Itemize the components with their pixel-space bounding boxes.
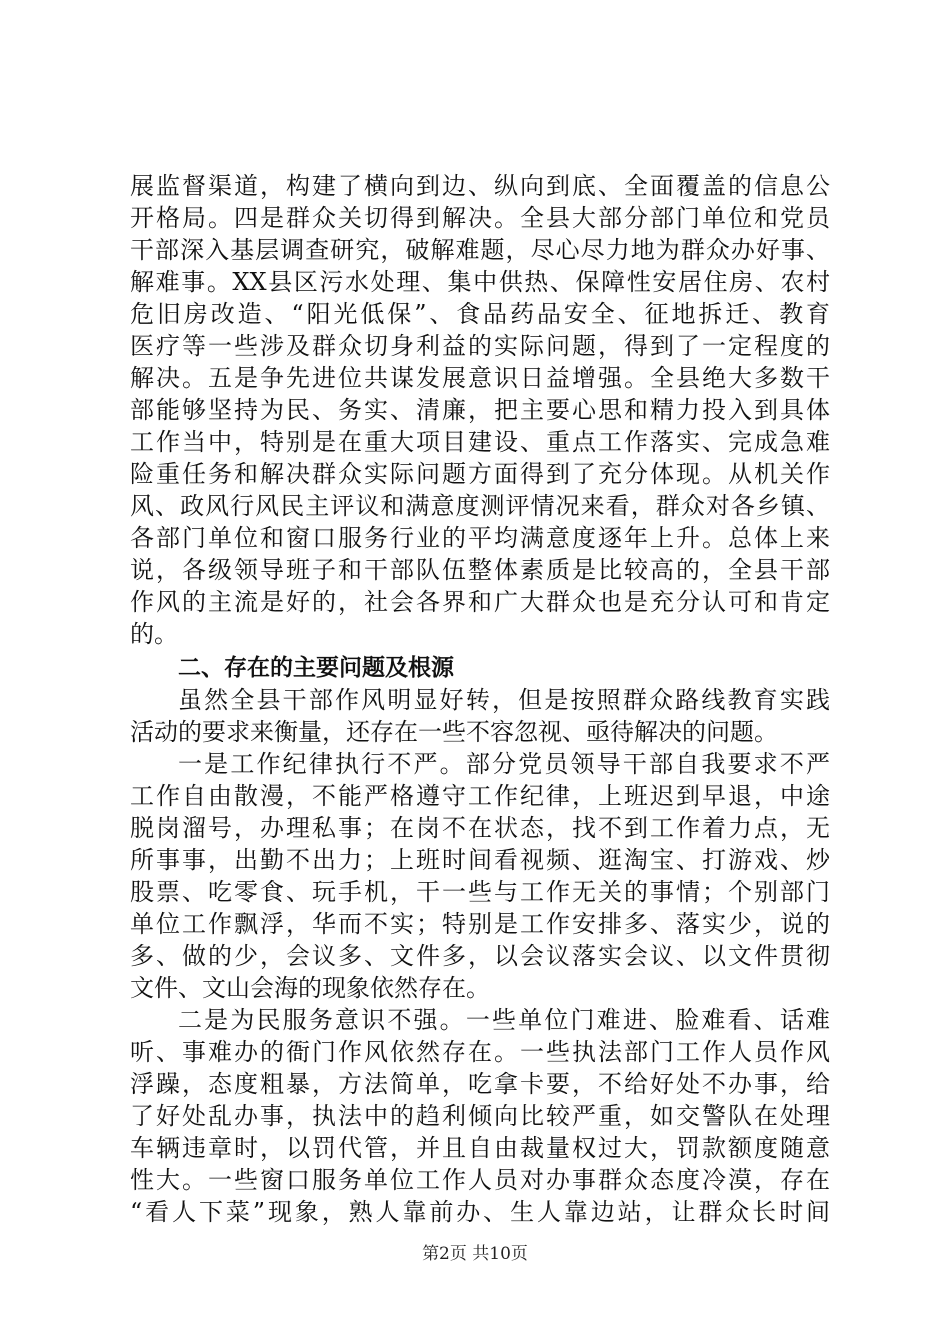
page-number-footer: 第2页 共10页: [422, 1244, 528, 1264]
paragraph-line: 所事事，出勤不出力；上班时间看视频、逛淘宝、打游戏、炒: [130, 846, 830, 874]
paragraph-line: 虽然全县干部作风明显好转，但是按照群众路线教育实践: [178, 686, 830, 714]
paragraph-line: 危旧房改造、“阳光低保”、食品药品安全、征地拆迁、教育: [130, 300, 830, 328]
paragraph-line: 作风的主流是好的，社会各界和广大群众也是充分认可和肯定: [130, 588, 830, 616]
paragraph-line: 的。: [130, 620, 178, 648]
paragraph-line: 部能够坚持为民、务实、清廉，把主要心思和精力投入到具体: [130, 396, 830, 424]
paragraph-line: 听、事难办的衙门作风依然存在。一些执法部门工作人员作风: [130, 1038, 830, 1066]
paragraph-line: 车辆违章时，以罚代管，并且自由裁量权过大，罚款额度随意: [130, 1134, 830, 1162]
paragraph-line: 一是工作纪律执行不严。部分党员领导干部自我要求不严: [178, 750, 830, 778]
paragraph-line: 各部门单位和窗口服务行业的平均满意度逐年上升。总体上来: [130, 524, 830, 552]
paragraph-line: 工作自由散漫，不能严格遵守工作纪律，上班迟到早退，中途: [130, 782, 830, 810]
paragraph-line: 开格局。四是群众关切得到解决。全县大部分部门单位和党员: [130, 204, 830, 232]
paragraph-line: 多、做的少，会议多、文件多，以会议落实会议、以文件贯彻: [130, 942, 830, 970]
paragraph-line: 说，各级领导班子和干部队伍整体素质是比较高的，全县干部: [130, 556, 830, 584]
paragraph-line: 文件、文山会海的现象依然存在。: [130, 974, 490, 1002]
section-heading: 二、存在的主要问题及根源: [178, 655, 454, 681]
paragraph-line: 浮躁，态度粗暴，方法简单，吃拿卡要，不给好处不办事，给: [130, 1070, 830, 1098]
paragraph-line: 脱岗溜号，办理私事；在岗不在状态，找不到工作着力点，无: [130, 814, 830, 842]
paragraph-line: 了好处乱办事，执法中的趋利倾向比较严重，如交警队在处理: [130, 1102, 830, 1130]
paragraph-line: “看人下菜”现象，熟人靠前办、生人靠边站，让群众长时间: [130, 1198, 830, 1226]
paragraph-line: 性大。一些窗口服务单位工作人员对办事群众态度冷漠，存在: [130, 1166, 830, 1194]
paragraph-line: 险重任务和解决群众实际问题方面得到了充分体现。从机关作: [130, 460, 830, 488]
paragraph-line: 活动的要求来衡量，还存在一些不容忽视、亟待解决的问题。: [130, 718, 778, 746]
paragraph-line: 股票、吃零食、玩手机，干一些与工作无关的事情；个别部门: [130, 878, 830, 906]
paragraph-line: 展监督渠道，构建了横向到边、纵向到底、全面覆盖的信息公: [130, 172, 830, 200]
paragraph-line: 解难事。XX县区污水处理、集中供热、保障性安居住房、农村: [130, 268, 830, 296]
paragraph-line: 二是为民服务意识不强。一些单位门难进、脸难看、话难: [178, 1006, 830, 1034]
paragraph-line: 解决。五是争先进位共谋发展意识日益增强。全县绝大多数干: [130, 364, 830, 392]
paragraph-line: 医疗等一些涉及群众切身利益的实际问题，得到了一定程度的: [130, 332, 830, 360]
paragraph-line: 风、政风行风民主评议和满意度测评情况来看，群众对各乡镇、: [130, 492, 830, 520]
paragraph-line: 干部深入基层调查研究，破解难题，尽心尽力地为群众办好事、: [130, 236, 830, 264]
paragraph-line: 工作当中，特别是在重大项目建设、重点工作落实、完成急难: [130, 428, 830, 456]
paragraph-line: 单位工作飘浮，华而不实；特别是工作安排多、落实少，说的: [130, 910, 830, 938]
